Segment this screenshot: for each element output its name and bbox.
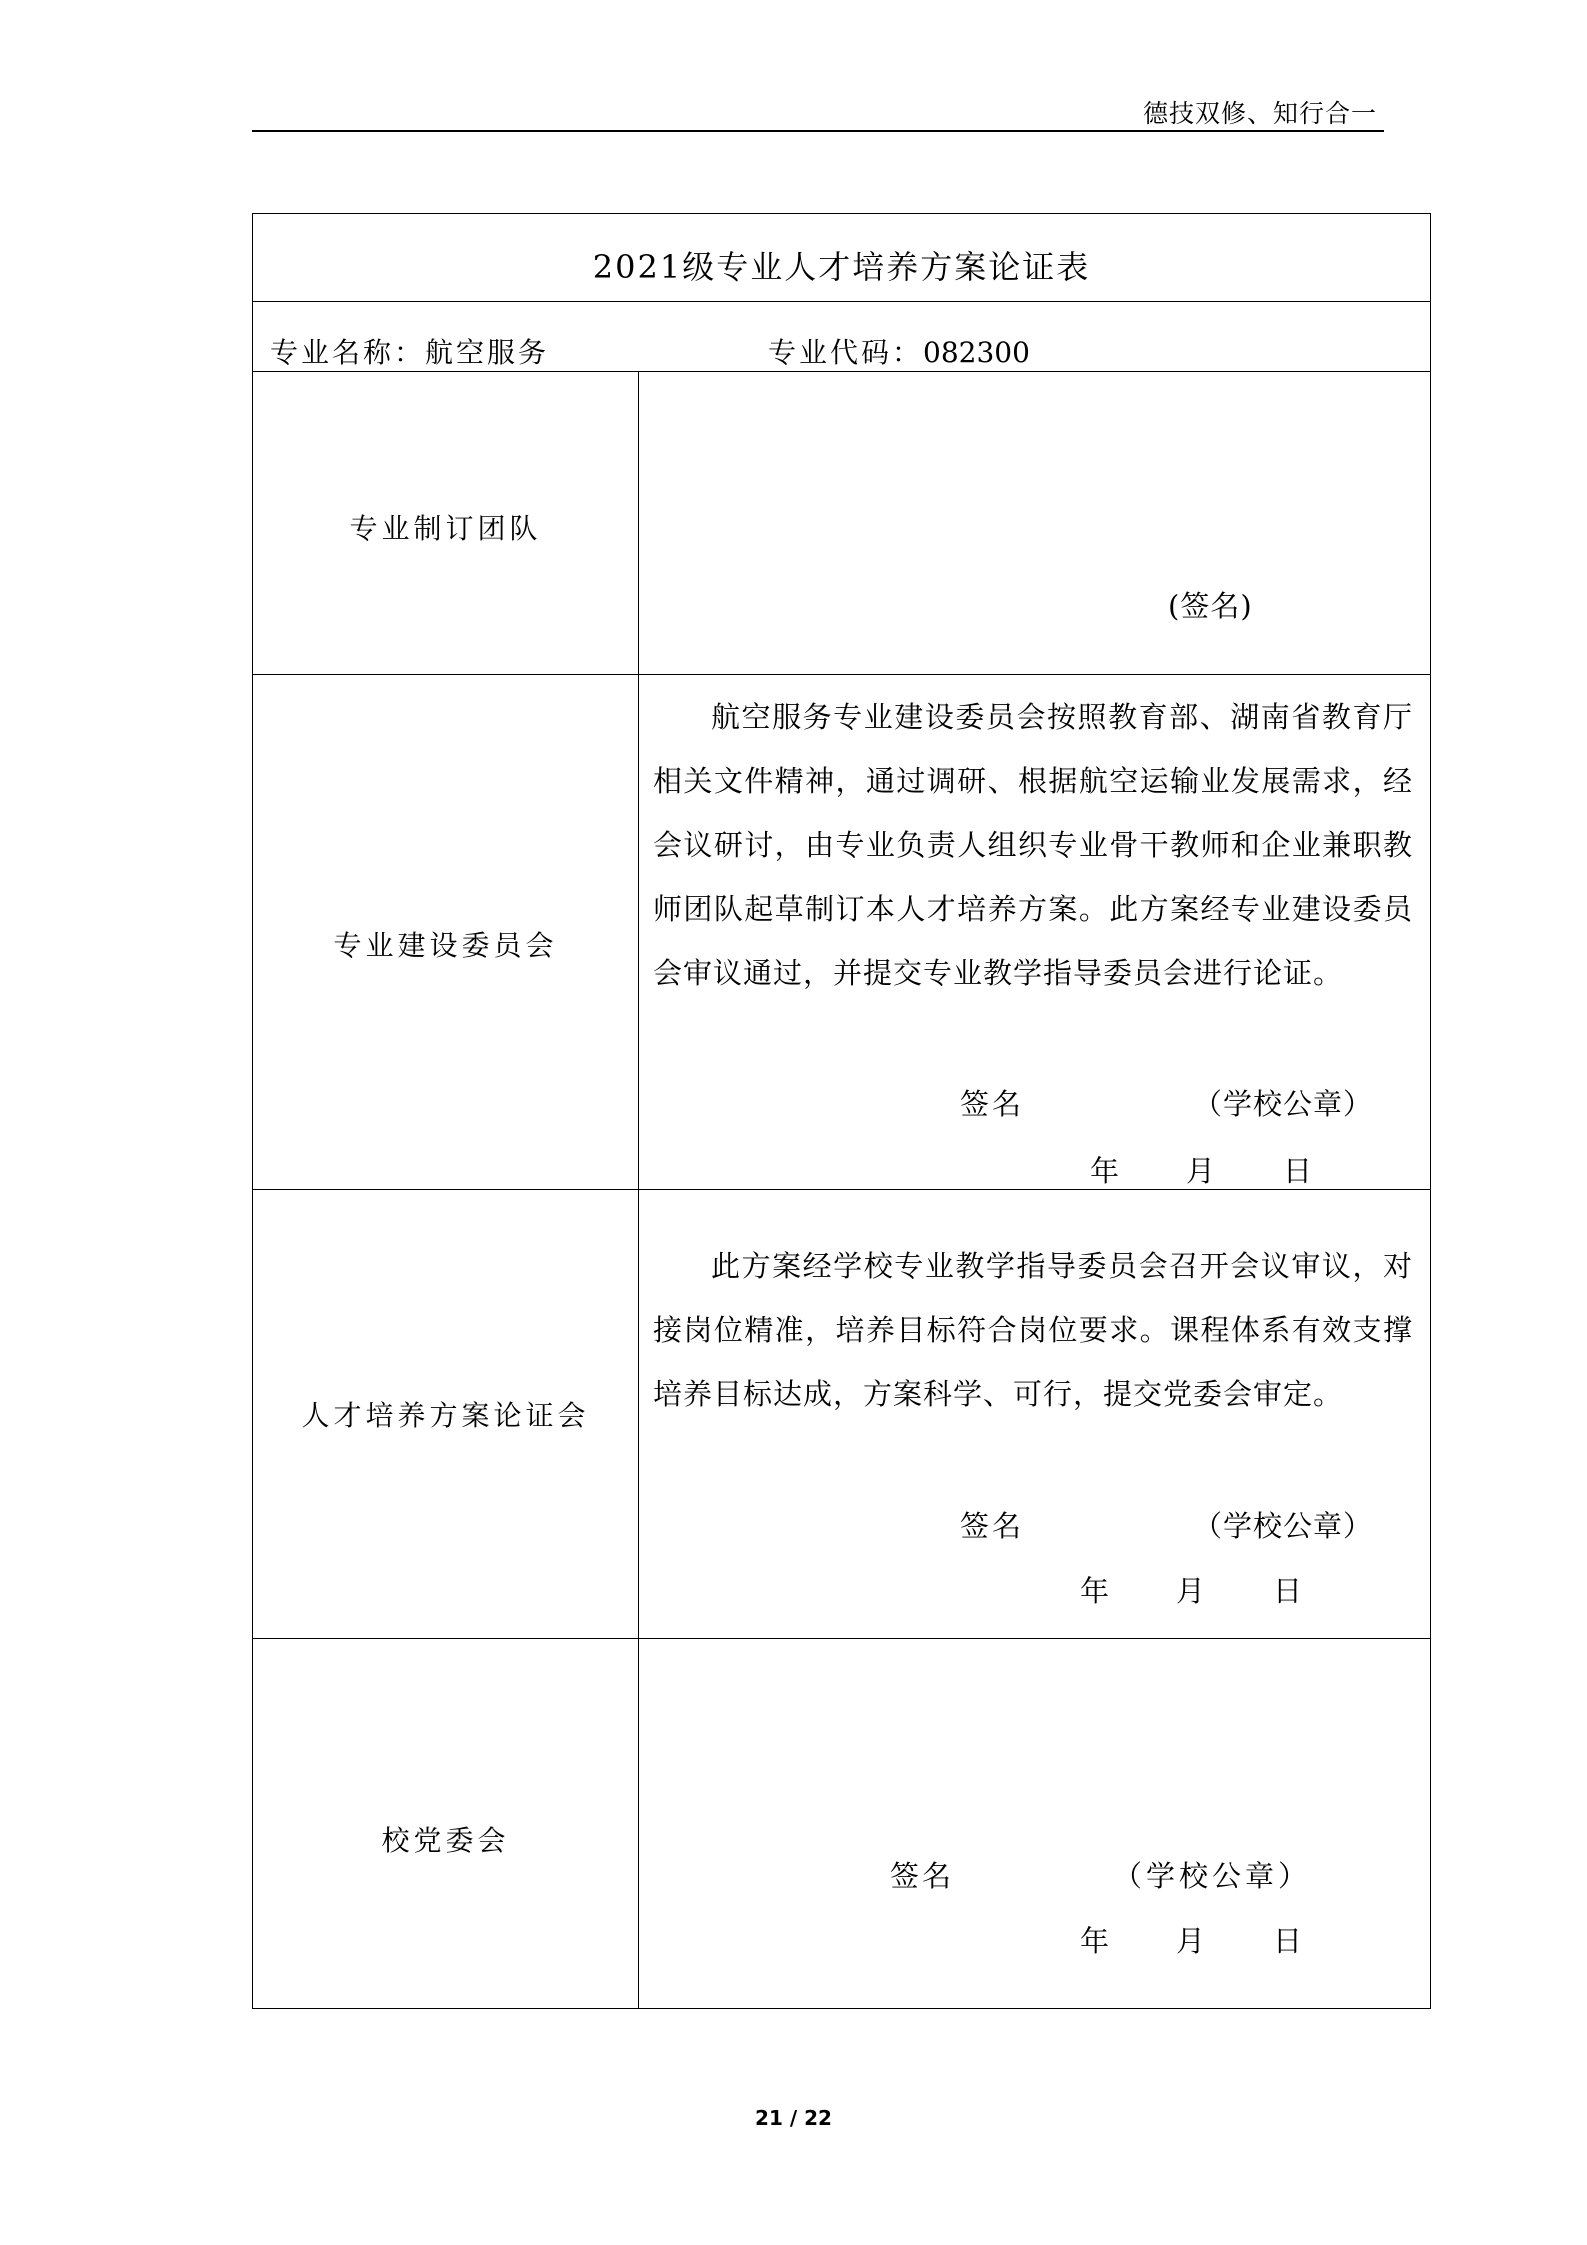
committee-month: 月 (1186, 1154, 1216, 1188)
row-divider (253, 674, 1430, 675)
committee-sign-label: 签名 (960, 1087, 1025, 1121)
committee-day: 日 (1283, 1154, 1313, 1188)
column-divider (638, 371, 639, 2008)
party-month: 月 (1176, 1924, 1206, 1958)
major-code (768, 331, 1030, 371)
team-signature-note: (签名) (1168, 589, 1253, 623)
row-divider (253, 1189, 1430, 1190)
committee-seal-label: （学校公章） (1193, 1087, 1374, 1121)
evaluation-day: 日 (1273, 1574, 1303, 1608)
major-name-label: 专业名称： (270, 336, 426, 369)
major-name-value: 航空服务 (425, 336, 550, 369)
row-divider (253, 371, 1430, 372)
evaluation-form-table (252, 213, 1431, 2009)
evaluation-year: 年 (1080, 1574, 1110, 1608)
row-divider (253, 1638, 1430, 1639)
row-label-party-committee: 校党委会 (381, 1824, 510, 1857)
party-seal-label: （学校公章） (1113, 1859, 1312, 1893)
evaluation-sign-label: 签名 (960, 1509, 1025, 1543)
party-sign-label: 签名 (890, 1859, 955, 1893)
major-name (270, 331, 549, 371)
major-code-label: 专业代码： (768, 336, 924, 369)
row-label-team: 专业制订团队 (349, 512, 542, 545)
evaluation-month: 月 (1176, 1574, 1206, 1608)
party-day: 日 (1273, 1924, 1303, 1958)
committee-year: 年 (1090, 1154, 1120, 1188)
page-number: 21 / 22 (755, 2106, 832, 2130)
major-code-value: 082300 (923, 336, 1030, 369)
page-header-motto: 德技双修、知行合一 (1142, 99, 1377, 128)
row-label-committee: 专业建设委员会 (333, 929, 558, 962)
form-title: 2021级专业人才培养方案论证表 (592, 248, 1091, 286)
committee-text: 航空服务专业建设委员会按照教育部、湖南省教育厅相关文件精神，通过调研、根据航空运输业发展需求，经会议研讨，由专业负责人组织专业骨干教师和企业兼职教师团队起草制订本人才培养方案。此方案经专业建设委员会审议通过，并提交专业教学指导委员会进行论证。 (653, 700, 1413, 990)
party-year: 年 (1080, 1924, 1110, 1958)
row-divider (253, 301, 1430, 302)
evaluation-text: 此方案经学校专业教学指导委员会召开会议审议，对接岗位精准，培养目标符合岗位要求。课程体系有效支撑培养目标达成，方案科学、可行，提交党委会审定。 (653, 1249, 1413, 1411)
evaluation-seal-label: （学校公章） (1193, 1509, 1374, 1543)
row-label-evaluation: 人才培养方案论证会 (301, 1399, 590, 1432)
header-rule (252, 130, 1384, 132)
